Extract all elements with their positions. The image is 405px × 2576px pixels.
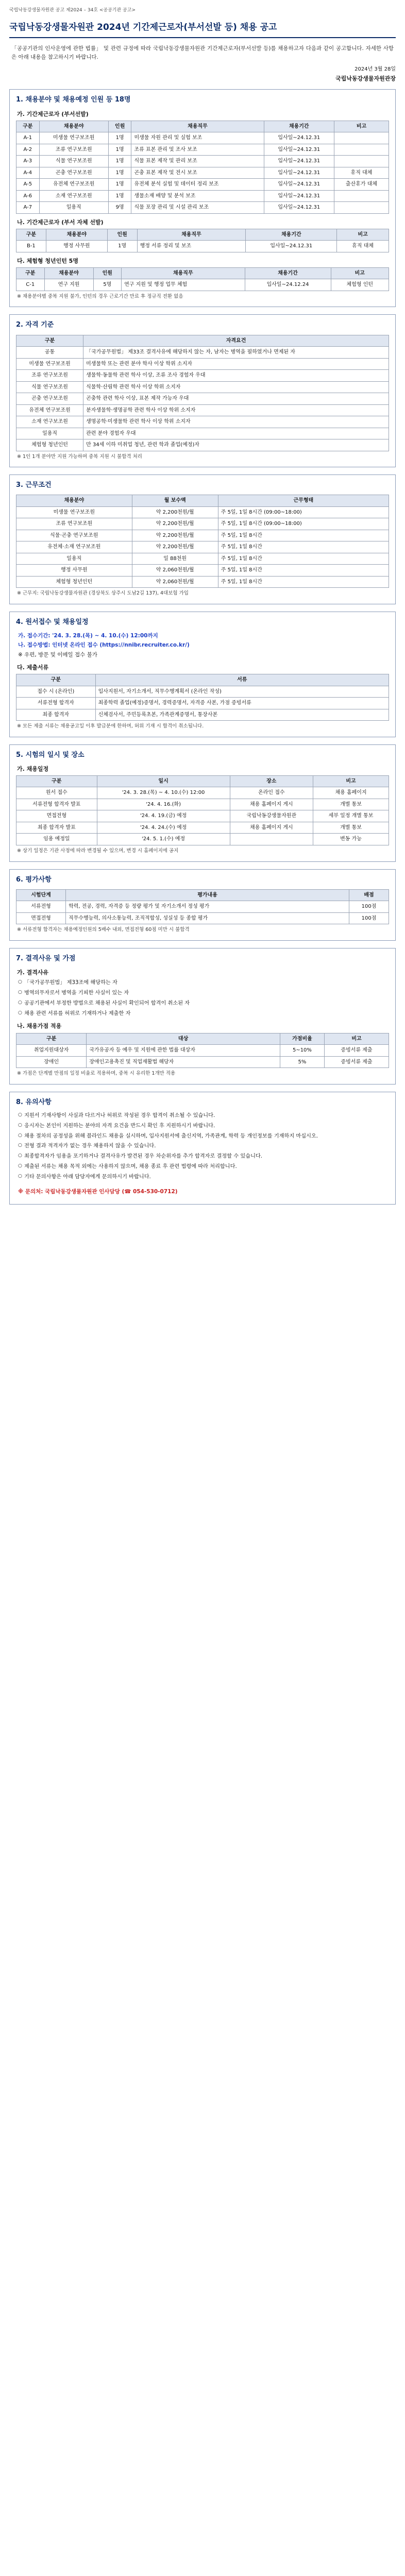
table-cell: 행정 사무원 <box>16 565 132 577</box>
table-row <box>16 709 389 721</box>
notes-list <box>16 1112 389 1181</box>
table-cell: 1명 <box>108 132 131 144</box>
column-header: 구분 <box>16 1033 87 1045</box>
table-cell: 직무수행능력, 의사소통능력, 조직적합성, 성실성 등 종합 평가 <box>66 912 349 924</box>
table-cell: '24. 4. 16.(화) <box>97 799 230 810</box>
table-cell: 곤충학 관련 학사 이상, 표본 제작 가능자 우대 <box>83 393 389 405</box>
section-heading: 5. 시험의 일시 및 장소 <box>16 751 85 759</box>
table-cell: C-1 <box>16 279 45 291</box>
apply-method[interactable]: 나. 접수방법: 인터넷 온라인 접수 (https://nnibr.recruiter.co.kr/) <box>18 642 190 649</box>
table-cell: 체험형 청년인턴 <box>16 439 83 451</box>
table-cell: 약 2,200천원/월 <box>132 506 218 518</box>
list-item: ○ 응시자는 본인이 지원하는 분야의 자격 요건을 반드시 확인 후 지원하시기 바랍니다. <box>18 1122 389 1130</box>
announcement-page <box>0 0 405 1227</box>
table-row <box>16 686 389 698</box>
page-title: 국립낙동강생물자원관 2024년 기간제근로자(부서선발 등) 채용 공고 <box>9 18 396 38</box>
table-cell: 원서 접수 <box>16 787 97 799</box>
table-row <box>16 787 389 799</box>
table-cell: 일용직 <box>39 202 108 214</box>
column-header: 대상 <box>87 1033 280 1045</box>
table-row <box>16 381 389 393</box>
apply-period: 가. 접수기간: '24. 3. 28.(목) ~ 4. 10.(수) 12:00까지 <box>18 633 158 639</box>
table-cell: 주 5일, 1일 8시간 <box>218 553 389 565</box>
table-note: ※ 근무지: 국립낙동강생물자원관 (경상북도 상주시 도남2길 137), 4대보험 가입 <box>17 590 189 597</box>
table-cell: 조류 연구보조원 <box>16 518 132 530</box>
contact-info: ※ 문의처: 국립낙동강생물자원관 인사담당 (☎ 054-530-0712) <box>18 1188 178 1195</box>
table-row <box>16 179 389 191</box>
table-row <box>16 190 389 202</box>
table-cell <box>334 190 389 202</box>
section-heading: 2. 자격 기준 <box>16 321 54 329</box>
table-cell: 입사일~24.12.24 <box>245 279 331 291</box>
list-item: ○ 최종합격자가 임용을 포기하거나 결격사유가 발견된 경우 차순위자를 추가 합격자로 결정할 수 있습니다. <box>18 1153 389 1161</box>
table-cell <box>334 132 389 144</box>
subsection-heading: 다. 제출서류 <box>17 664 49 671</box>
table-cell: 면접전형 <box>16 810 97 822</box>
column-header: 장소 <box>230 775 313 787</box>
list-item: ○ 채용 관련 서류를 허위로 기재하거나 제출한 자 <box>18 1010 389 1018</box>
table-cell: 1명 <box>107 241 137 252</box>
column-header: 가점비율 <box>280 1033 324 1045</box>
table-note: ※ 채용분야별 중복 지원 불가, 인턴의 경우 근로기간 만료 후 정규직 전환 없음 <box>17 293 183 299</box>
table-cell: 국가유공자 등 예우 및 지원에 관한 법률 대상자 <box>87 1045 280 1057</box>
table-cell: 접수 시 (온라인) <box>16 686 96 698</box>
column-header: 채용분야 <box>16 495 132 507</box>
table-cell: 100점 <box>349 912 389 924</box>
table-cell: A-2 <box>16 144 40 156</box>
table-cell: A-4 <box>16 167 40 179</box>
table-cell: 유전체 연구보조원 <box>16 404 83 416</box>
table-row <box>16 810 389 822</box>
table-cell: 개별 통보 <box>313 799 389 810</box>
subsection-heading: 가. 채용일정 <box>17 765 49 772</box>
section-application <box>9 612 396 737</box>
table-cell: 식물·곤충 연구보조원 <box>16 530 132 541</box>
table-row <box>16 167 389 179</box>
table-cell: 곤충 연구보조원 <box>16 393 83 405</box>
column-header: 채용직무 <box>131 121 264 132</box>
table-cell: 체험형 인턴 <box>331 279 389 291</box>
column-header: 평가내용 <box>66 889 349 901</box>
table-cell: A-1 <box>16 132 40 144</box>
table-row <box>16 698 389 709</box>
section-heading: 3. 근무조건 <box>16 481 52 489</box>
table-cell: 만 34세 이하 미취업 청년, 관련 학과 졸업(예정)자 <box>83 439 389 451</box>
intern-table <box>16 267 389 291</box>
table-cell: 면접전형 <box>16 912 66 924</box>
list-item: ○ 전형 결과 적격자가 없는 경우 채용하지 않을 수 있습니다. <box>18 1142 389 1150</box>
table-row <box>16 518 389 530</box>
table-cell: A-7 <box>16 202 40 214</box>
table-cell: 식물 표본 제작 및 관리 보조 <box>131 156 264 167</box>
section-disqualification <box>9 948 396 1084</box>
table-cell: 입사일~24.12.31 <box>264 167 334 179</box>
column-header: 비고 <box>324 1033 389 1045</box>
column-header: 비고 <box>334 121 389 132</box>
table-cell: 최종 합격자 발표 <box>16 822 97 834</box>
section-heading: 1. 채용분야 및 채용예정 인원 등 18명 <box>16 96 131 104</box>
table-note: ※ 모든 제출 서류는 채용공고일 이후 발급분에 한하며, 허위 기재 시 합격이 취소됩니다. <box>17 723 204 730</box>
table-cell: 입사일~24.12.31 <box>264 190 334 202</box>
table-note: ※ 상기 일정은 기관 사정에 따라 변경될 수 있으며, 변경 시 홈페이지에 공지 <box>17 848 179 854</box>
table-cell: A-3 <box>16 156 40 167</box>
table-cell: 약 2,060천원/월 <box>132 565 218 577</box>
column-header: 비고 <box>313 775 389 787</box>
table-cell: 휴직 대체 <box>337 241 389 252</box>
list-item: ○ 채용 절차의 공정성을 위해 블라인드 채용을 실시하며, 입사지원서에 출신지역, 가족관계, 학력 등 개인정보를 기재하지 마십시오. <box>18 1132 389 1141</box>
table-row <box>16 358 389 370</box>
column-header: 배점 <box>349 889 389 901</box>
column-header: 채용분야 <box>44 267 93 279</box>
table-cell: 채용 홈페이지 게시 <box>230 822 313 834</box>
documents-table <box>16 674 389 721</box>
table-cell: 변동 가능 <box>313 834 389 845</box>
list-item: ○ 지원서 기재사항이 사실과 다르거나 허위로 작성된 경우 합격이 취소될 수 있습니다. <box>18 1112 389 1120</box>
section-recruitment <box>9 89 396 307</box>
table-cell: 입사일~24.12.31 <box>264 144 334 156</box>
table-cell: 신체검사서, 주민등록초본, 가족관계증명서, 통장사본 <box>95 709 389 721</box>
table-cell: 생물학·동물학 관련 학사 이상, 조류 조사 경험자 우대 <box>83 370 389 382</box>
table-cell: 입사일~24.12.31 <box>246 241 337 252</box>
table-cell: 미생물 연구보조원 <box>39 132 108 144</box>
subsection-heading: 나. 채용가점 적용 <box>17 1023 62 1030</box>
section-schedule <box>9 744 396 862</box>
table-cell: 휴직 대체 <box>334 167 389 179</box>
table-cell: 식물학·산림학 관련 학사 이상 학위 소지자 <box>83 381 389 393</box>
column-header: 채용분야 <box>46 229 107 241</box>
table-cell: 약 2,060천원/월 <box>132 576 218 588</box>
table-cell: 학력, 전공, 경력, 자격증 등 정량 평가 및 자기소개서 정성 평가 <box>66 901 349 913</box>
table-cell: 5~10% <box>280 1045 324 1057</box>
table-cell: 미생물학 또는 관련 분야 학사 이상 학위 소지자 <box>83 358 389 370</box>
table-cell: 소재 연구보조원 <box>39 190 108 202</box>
section-heading: 4. 원서접수 및 채용일정 <box>16 618 89 626</box>
table-cell: 연구 지원 및 행정 업무 체험 <box>122 279 245 291</box>
table-cell: 채용 홈페이지 게시 <box>230 799 313 810</box>
table-cell: 공통 <box>16 347 83 359</box>
table-cell: 주 5일, 1일 8시간 <box>218 565 389 577</box>
table-cell: 약 2,200천원/월 <box>132 530 218 541</box>
column-header: 월 보수액 <box>132 495 218 507</box>
table-cell: 일 88천원 <box>132 553 218 565</box>
table-cell: '24. 5. 1.(수) 예정 <box>97 834 230 845</box>
table-cell: 식물 포장 관리 및 시설 관리 보조 <box>131 202 264 214</box>
table-cell: 행정 서류 정리 및 보조 <box>137 241 246 252</box>
column-header: 비고 <box>337 229 389 241</box>
list-item: ○ 기타 문의사항은 아래 담당자에게 문의하시기 바랍니다. <box>18 1173 389 1181</box>
table-cell: 주 5일, 1일 8시간 (09:00~18:00) <box>218 506 389 518</box>
table-cell: 일용직 <box>16 553 132 565</box>
table-row <box>16 428 389 439</box>
table-cell: 체험형 청년인턴 <box>16 576 132 588</box>
column-header: 구분 <box>16 674 96 686</box>
table-cell: 입사일~24.12.31 <box>264 202 334 214</box>
column-header: 구분 <box>16 121 40 132</box>
table-row <box>16 553 389 565</box>
table-row <box>16 822 389 834</box>
table-cell: 분자생물학·생명공학 관련 학사 이상 학위 소지자 <box>83 404 389 416</box>
column-header: 인원 <box>108 121 131 132</box>
issuer-name: 국립낙동강생물자원관장 <box>335 75 396 82</box>
table-cell: 채용 홈페이지 <box>313 787 389 799</box>
table-cell: 주 5일, 1일 8시간 (09:00~18:00) <box>218 518 389 530</box>
table-cell: 증빙서류 제출 <box>324 1045 389 1057</box>
table-row <box>16 439 389 451</box>
table-cell: 미생물 자원 관리 및 실험 보조 <box>131 132 264 144</box>
bonus-points-table <box>16 1033 389 1069</box>
column-header: 구분 <box>16 267 45 279</box>
table-cell: 장애인고용촉진 및 직업재활법 해당자 <box>87 1056 280 1068</box>
table-cell: 입사지원서, 자기소개서, 직무수행계획서 (온라인 작성) <box>95 686 389 698</box>
table-row <box>16 202 389 214</box>
table-cell: 1명 <box>108 144 131 156</box>
table-row <box>16 1045 389 1057</box>
qualification-table <box>16 335 389 451</box>
table-cell: 조류 연구보조원 <box>16 370 83 382</box>
column-header: 일시 <box>97 775 230 787</box>
table-cell: 증빙서류 제출 <box>324 1056 389 1068</box>
section-heading: 6. 평가사항 <box>16 875 52 884</box>
table-cell: 온라인 접수 <box>230 787 313 799</box>
list-item: ○ 공공기관에서 부정한 방법으로 채용된 사실이 확인되어 합격이 취소된 자 <box>18 999 389 1008</box>
section-notes <box>9 1092 396 1205</box>
table-cell: 1명 <box>108 156 131 167</box>
table-row <box>16 799 389 810</box>
notice-number: 국립낙동강생물자원관 공고 제2024 – 34호 <공공기관 공고> <box>9 8 136 13</box>
table-cell <box>334 202 389 214</box>
table-row <box>16 912 389 924</box>
recruitment-table <box>16 121 389 214</box>
table-row <box>16 1056 389 1068</box>
table-cell: 미생물 연구보조원 <box>16 506 132 518</box>
column-header: 시험단계 <box>16 889 66 901</box>
section-evaluation <box>9 869 396 941</box>
table-cell: '24. 4. 24.(수) 예정 <box>97 822 230 834</box>
section-heading: 7. 결격사유 및 가점 <box>16 955 76 963</box>
table-note: ※ 1인 1개 분야만 지원 가능하며 중복 지원 시 불합격 처리 <box>17 453 142 460</box>
table-cell: 100점 <box>349 901 389 913</box>
table-cell: 서류전형 합격자 <box>16 698 96 709</box>
column-header: 자격요건 <box>83 335 389 347</box>
table-cell: 관련 분야 경험자 우대 <box>83 428 389 439</box>
table-cell: 유전체 연구보조원 <box>39 179 108 191</box>
table-cell: 최종학력 졸업(예정)증명서, 경력증명서, 자격증 사본, 가점 증빙서류 <box>95 698 389 709</box>
table-cell: 유전체 분석 실험 및 데이터 정리 보조 <box>131 179 264 191</box>
table-cell: 식물 연구보조원 <box>39 156 108 167</box>
table-cell: 행정 사무원 <box>46 241 107 252</box>
work-conditions-table <box>16 495 389 588</box>
subsection-heading: 다. 체험형 청년인턴 5명 <box>17 257 78 264</box>
table-cell: 생물소재 배양 및 분석 보조 <box>131 190 264 202</box>
table-cell <box>230 834 313 845</box>
section-work-conditions <box>9 474 396 604</box>
table-cell: 입사일~24.12.31 <box>264 179 334 191</box>
table-row <box>16 156 389 167</box>
table-cell: 약 2,200천원/월 <box>132 541 218 553</box>
table-cell <box>334 144 389 156</box>
column-header: 근무형태 <box>218 495 389 507</box>
intro-text: 「공공기관의 인사운영에 관한 법률」 및 관련 규정에 따라 국립낙동강생물자원관 기간제근로자(부서선발 등)를 채용하고자 다음과 같이 공고합니다. 자세한 사항은 아래 내용을 참고하시기 바랍니다. <box>11 45 394 60</box>
column-header: 구분 <box>16 229 46 241</box>
table-cell: 약 2,200천원/월 <box>132 518 218 530</box>
table-cell: 연구 지원 <box>44 279 93 291</box>
table-cell: 곤충 연구보조원 <box>39 167 108 179</box>
table-cell: B-1 <box>16 241 46 252</box>
table-row <box>16 370 389 382</box>
table-cell: 1명 <box>108 190 131 202</box>
table-row <box>16 576 389 588</box>
table-cell: 소재 연구보조원 <box>16 416 83 428</box>
table-row <box>16 506 389 518</box>
table-cell: 출산휴가 대체 <box>334 179 389 191</box>
column-header: 채용직무 <box>137 229 246 241</box>
table-cell: 장애인 <box>16 1056 87 1068</box>
table-row <box>16 834 389 845</box>
section-qualifications <box>9 314 396 467</box>
table-cell: 세부 일정 개별 통보 <box>313 810 389 822</box>
table-row <box>16 132 389 144</box>
table-cell: 유전체·소재 연구보조원 <box>16 541 132 553</box>
table-row <box>16 279 389 291</box>
table-cell: 주 5일, 1일 8시간 <box>218 541 389 553</box>
dept-selection-table <box>16 229 389 252</box>
table-cell: '24. 4. 19.(금) 예정 <box>97 810 230 822</box>
table-cell: 5% <box>280 1056 324 1068</box>
column-header: 채용기간 <box>245 267 331 279</box>
table-row <box>16 144 389 156</box>
table-cell: 주 5일, 1일 8시간 <box>218 576 389 588</box>
subsection-heading: 가. 결격사유 <box>17 969 49 976</box>
table-cell: 1명 <box>108 167 131 179</box>
notice-date: 2024년 3월 28일 <box>355 66 396 72</box>
table-row <box>16 241 389 252</box>
table-cell: 생명공학·미생물학 관련 학사 이상 학위 소지자 <box>83 416 389 428</box>
table-row <box>16 530 389 541</box>
evaluation-table <box>16 889 389 925</box>
table-cell: 식물 연구보조원 <box>16 381 83 393</box>
table-cell: 임용 예정일 <box>16 834 97 845</box>
table-row <box>16 541 389 553</box>
column-header: 채용직무 <box>122 267 245 279</box>
column-header: 인원 <box>93 267 122 279</box>
table-cell: 1명 <box>108 179 131 191</box>
subsection-heading: 나. 기간제근로자 (부서 자체 선발) <box>17 218 104 226</box>
schedule-table <box>16 775 389 845</box>
table-cell <box>334 156 389 167</box>
list-item: ○ 제출된 서류는 채용 목적 외에는 사용하지 않으며, 채용 종료 후 관련 법령에 따라 처리합니다. <box>18 1163 389 1171</box>
table-row <box>16 393 389 405</box>
column-header: 구분 <box>16 775 97 787</box>
table-cell: 입사일~24.12.31 <box>264 132 334 144</box>
table-cell: 입사일~24.12.31 <box>264 156 334 167</box>
column-header: 채용기간 <box>264 121 334 132</box>
table-cell: 5명 <box>93 279 122 291</box>
table-cell: 국립낙동강생물자원관 <box>230 810 313 822</box>
section-heading: 8. 유의사항 <box>16 1098 52 1106</box>
column-header: 채용기간 <box>246 229 337 241</box>
table-row <box>16 901 389 913</box>
table-note: ※ 서류전형 합격자는 채용예정인원의 5배수 내외, 면접전형 60점 미만 시 불합격 <box>17 927 190 933</box>
disqualification-list <box>16 979 389 1018</box>
apply-contact: ※ 우편, 방문 및 이메일 접수 불가 <box>18 651 97 658</box>
table-cell: A-5 <box>16 179 40 191</box>
table-cell: 조류 표본 관리 및 조사 보조 <box>131 144 264 156</box>
column-header: 서류 <box>95 674 389 686</box>
table-row <box>16 404 389 416</box>
table-cell: 조류 연구보조원 <box>39 144 108 156</box>
table-cell: 「국가공무원법」 제33조 결격사유에 해당하지 않는 자, 남자는 병역을 필하였거나 면제된 자 <box>83 347 389 359</box>
table-cell: 서류전형 <box>16 901 66 913</box>
table-row <box>16 347 389 359</box>
list-item: ○ 병역의무자로서 병역을 기피한 사실이 있는 자 <box>18 989 389 997</box>
column-header: 구분 <box>16 335 83 347</box>
table-cell: 곤충 표본 제작 및 전시 보조 <box>131 167 264 179</box>
table-cell: '24. 3. 28.(목) ~ 4. 10.(수) 12:00 <box>97 787 230 799</box>
list-item: ○ 「국가공무원법」 제33조에 해당하는 자 <box>18 979 389 987</box>
table-row <box>16 565 389 577</box>
table-note: ※ 가점은 단계별 만점의 일정 비율로 적용하며, 중복 시 유리한 1개만 적용 <box>17 1071 176 1077</box>
table-cell: 서류전형 합격자 발표 <box>16 799 97 810</box>
table-cell: 미생물 연구보조원 <box>16 358 83 370</box>
table-cell: 일용직 <box>16 428 83 439</box>
table-cell: 9명 <box>108 202 131 214</box>
table-cell: A-6 <box>16 190 40 202</box>
column-header: 비고 <box>331 267 389 279</box>
table-cell: 개별 통보 <box>313 822 389 834</box>
table-cell: 최종 합격자 <box>16 709 96 721</box>
column-header: 채용분야 <box>39 121 108 132</box>
subsection-heading: 가. 기간제근로자 (부서선발) <box>17 110 89 117</box>
table-cell: 취업지원대상자 <box>16 1045 87 1057</box>
table-row <box>16 416 389 428</box>
table-cell: 주 5일, 1일 8시간 <box>218 530 389 541</box>
column-header: 인원 <box>107 229 137 241</box>
